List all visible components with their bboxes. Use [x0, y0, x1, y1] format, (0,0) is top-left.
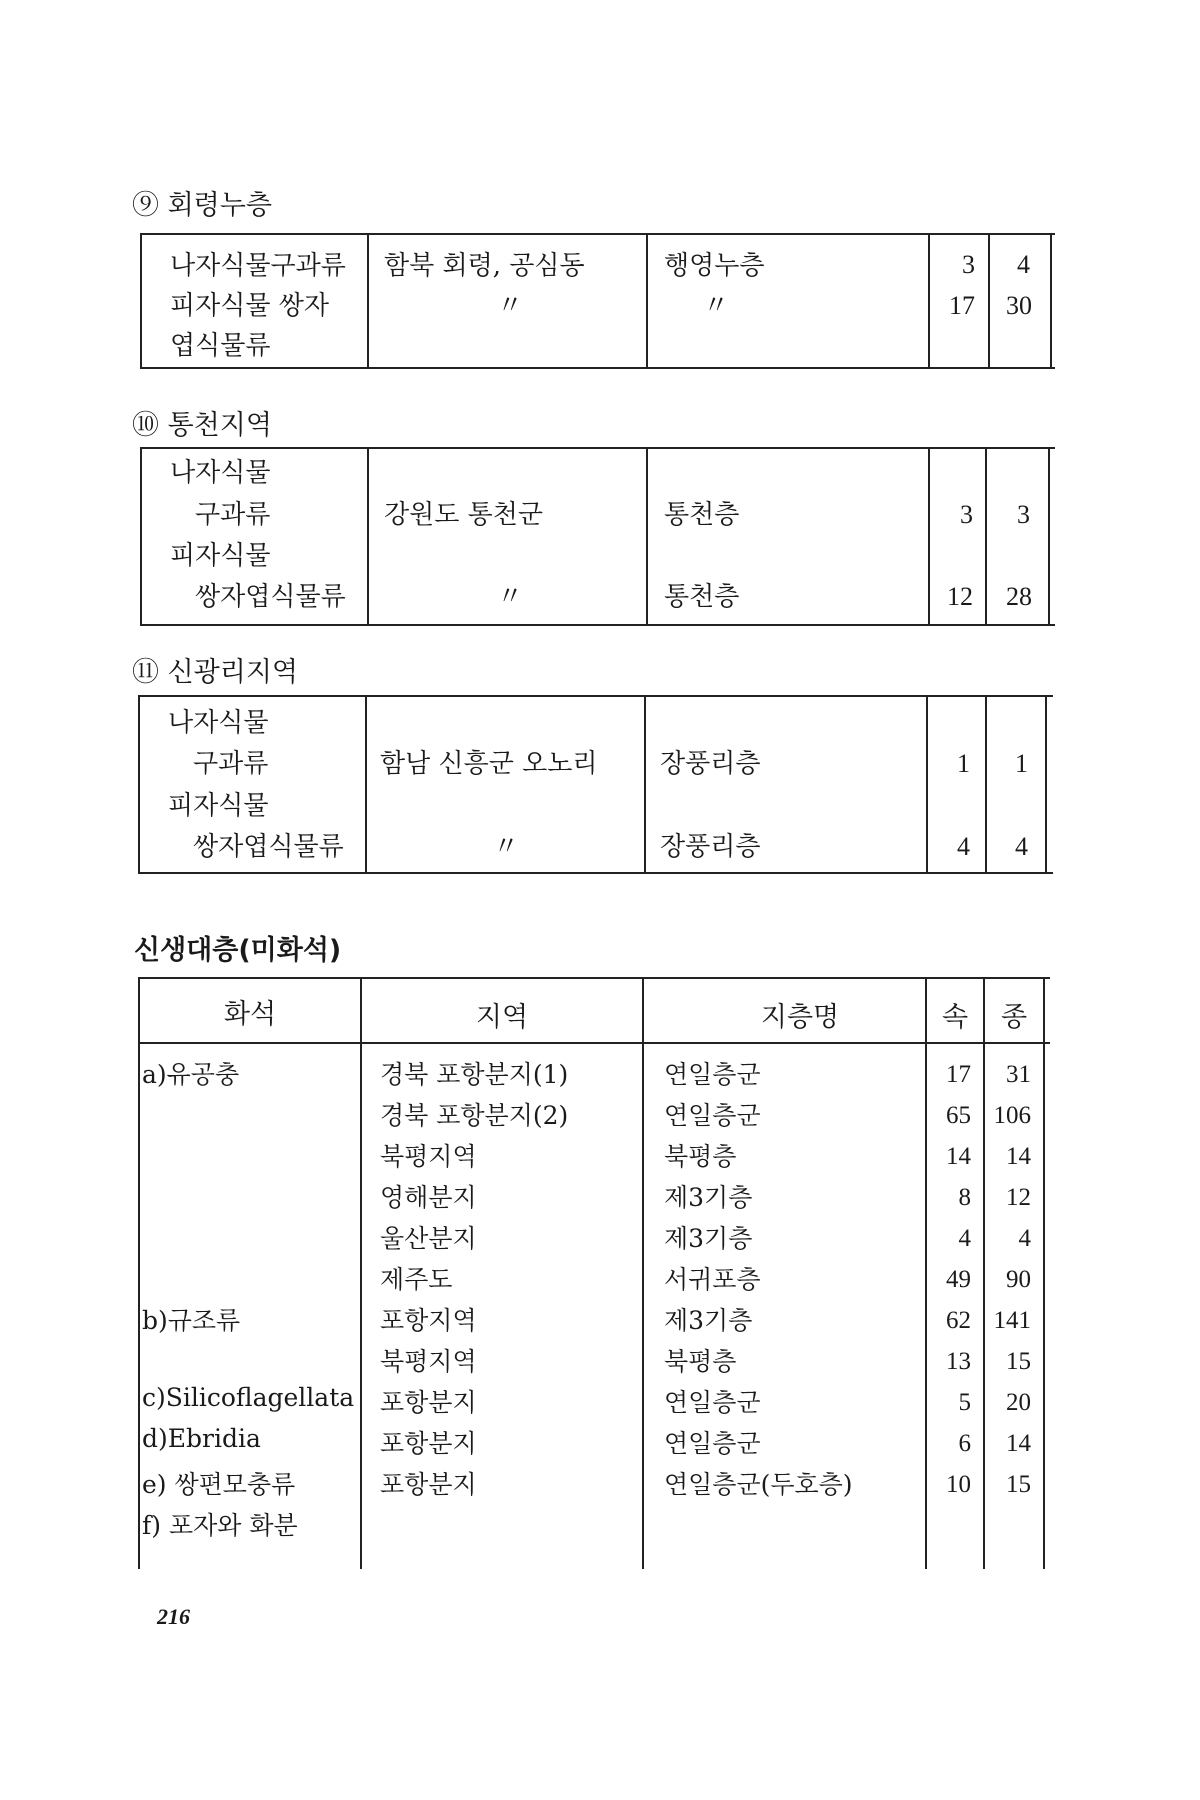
table-divider [367, 447, 369, 626]
species-cell: 12 [1006, 1184, 1031, 1211]
species-cell: 3 [1017, 500, 1030, 529]
section-title: 신생대층(미화석) [134, 935, 342, 966]
table-divider [140, 447, 142, 626]
strata-cell: 연일층군 [664, 1060, 761, 1089]
strata-cell: 장풍리층 [660, 832, 761, 862]
species-cell: 20 [1006, 1389, 1031, 1416]
genus-cell: 4 [957, 832, 970, 861]
table-divider [367, 233, 369, 369]
table-divider [646, 233, 648, 369]
table-divider [985, 447, 987, 626]
region-cell: 함북 회령, 공심동 [384, 251, 585, 281]
header-species: 종 [1000, 1002, 1028, 1033]
fossil-cell: 나자식물 [170, 458, 271, 488]
fossil-cell: a)유공충 [142, 1060, 240, 1089]
region-cell: 〃 [496, 291, 523, 321]
region-cell: 울산분지 [380, 1224, 477, 1253]
table-rule [138, 977, 1050, 979]
strata-cell: 제3기층 [664, 1224, 753, 1253]
table-rule [140, 367, 1055, 369]
region-cell: 경북 포항분지(2) [380, 1101, 569, 1130]
species-cell: 30 [1006, 291, 1032, 320]
strata-cell: 통천층 [664, 500, 740, 530]
species-cell: 4 [1015, 832, 1028, 861]
strata-cell: 통천층 [664, 582, 740, 612]
genus-cell: 65 [946, 1102, 971, 1129]
table-divider [1045, 695, 1047, 874]
species-cell: 4 [1018, 1225, 1031, 1252]
table-divider [138, 695, 140, 874]
fossil-cell: 피자식물 [168, 791, 269, 821]
genus-cell: 5 [958, 1389, 971, 1416]
genus-cell: 6 [958, 1430, 971, 1457]
table-divider [365, 695, 367, 874]
header-fossil: 화석 [223, 999, 277, 1030]
table-divider [1050, 233, 1052, 369]
fossil-cell: 피자식물 쌍자 [170, 291, 329, 321]
species-cell: 141 [993, 1307, 1031, 1334]
genus-cell: 4 [958, 1225, 971, 1252]
section-heading: ⑨ 회령누층 [132, 190, 272, 221]
genus-cell: 62 [946, 1307, 971, 1334]
fossil-cell: 나자식물 [168, 708, 269, 738]
table-divider [360, 977, 362, 1569]
fossil-cell: c)Silicoflagellata [142, 1383, 355, 1412]
fossil-cell: 쌍자엽식물류 [193, 832, 344, 862]
region-cell: 북평지역 [380, 1347, 477, 1376]
table-rule [140, 233, 1055, 235]
header-strata: 지층명 [760, 1002, 840, 1033]
region-cell: 〃 [492, 832, 519, 862]
genus-cell: 17 [946, 1061, 971, 1088]
region-cell: 함남 신흥군 오노리 [380, 749, 598, 779]
table-divider [985, 695, 987, 874]
genus-cell: 8 [958, 1184, 971, 1211]
section-heading: ⑪ 신광리지역 [132, 657, 298, 688]
species-cell: 28 [1006, 582, 1032, 611]
region-cell: 영해분지 [380, 1183, 477, 1212]
strata-cell: 연일층군(두호층) [664, 1470, 853, 1499]
strata-cell: 제3기층 [664, 1306, 753, 1335]
species-cell: 106 [993, 1102, 1031, 1129]
species-cell: 90 [1006, 1266, 1031, 1293]
region-cell: 북평지역 [380, 1142, 477, 1171]
strata-cell: 연일층군 [664, 1429, 761, 1458]
strata-cell: 북평층 [664, 1142, 737, 1171]
table-divider [1043, 977, 1045, 1569]
fossil-cell: f) 포자와 화분 [142, 1511, 298, 1540]
strata-cell: 연일층군 [664, 1388, 761, 1417]
strata-cell: 장풍리층 [660, 749, 761, 779]
page-number: 216 [157, 1604, 190, 1629]
fossil-cell: 구과류 [195, 500, 271, 530]
region-cell: 강원도 통천군 [384, 500, 543, 530]
table-divider [140, 233, 142, 369]
genus-cell: 14 [946, 1143, 971, 1170]
header-genus: 속 [941, 1002, 969, 1033]
fossil-cell: b)규조류 [142, 1306, 241, 1335]
fossil-cell: d)Ebridia [142, 1424, 261, 1453]
species-cell: 1 [1015, 749, 1028, 778]
strata-cell: 북평층 [664, 1347, 737, 1376]
header-region: 지역 [475, 1002, 529, 1033]
species-cell: 15 [1006, 1471, 1031, 1498]
section-heading: ⑩ 통천지역 [132, 410, 272, 441]
table-divider [1048, 447, 1050, 626]
strata-cell: 행영누층 [664, 251, 765, 281]
table-rule [140, 624, 1055, 626]
table-divider [644, 695, 646, 874]
genus-cell: 3 [960, 500, 973, 529]
table-divider [646, 447, 648, 626]
table-rule [138, 872, 1053, 874]
fossil-cell: 피자식물 [170, 541, 271, 571]
table-rule [140, 447, 1055, 449]
strata-cell: 제3기층 [664, 1183, 753, 1212]
strata-cell: 〃 [702, 291, 729, 321]
region-cell: 제주도 [380, 1265, 453, 1294]
genus-cell: 12 [947, 582, 973, 611]
region-cell: 포항지역 [380, 1306, 477, 1335]
strata-cell: 연일층군 [664, 1101, 761, 1130]
fossil-cell: 나자식물구과류 [170, 251, 346, 281]
species-cell: 14 [1006, 1430, 1031, 1457]
region-cell: 〃 [496, 582, 523, 612]
table-rule [138, 1042, 1050, 1044]
genus-cell: 13 [946, 1348, 971, 1375]
genus-cell: 1 [957, 749, 970, 778]
species-cell: 14 [1006, 1143, 1031, 1170]
fossil-cell: 쌍자엽식물류 [195, 582, 346, 612]
fossil-cell: e) 쌍편모충류 [142, 1470, 296, 1499]
species-cell: 4 [1017, 250, 1030, 279]
fossil-cell: 엽식물류 [170, 331, 271, 361]
species-cell: 31 [1006, 1061, 1031, 1088]
table-divider [642, 977, 644, 1569]
strata-cell: 서귀포층 [664, 1265, 761, 1294]
genus-cell: 17 [949, 291, 975, 320]
table-divider [138, 977, 140, 1569]
species-cell: 15 [1006, 1348, 1031, 1375]
genus-cell: 49 [946, 1266, 971, 1293]
region-cell: 포항분지 [380, 1470, 477, 1499]
genus-cell: 3 [962, 250, 975, 279]
fossil-cell: 구과류 [193, 749, 269, 779]
region-cell: 포항분지 [380, 1388, 477, 1417]
region-cell: 경북 포항분지(1) [380, 1060, 569, 1089]
table-rule [138, 695, 1053, 697]
genus-cell: 10 [946, 1471, 971, 1498]
region-cell: 포항분지 [380, 1429, 477, 1458]
